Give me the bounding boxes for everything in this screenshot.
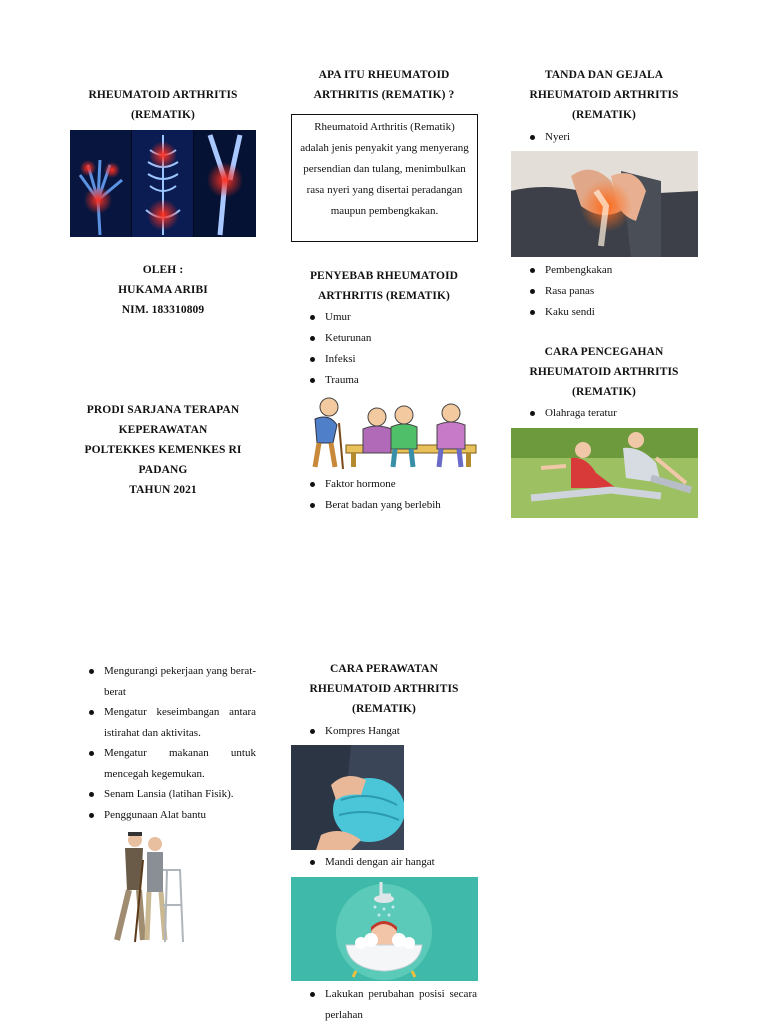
care-list-b: [291, 852, 477, 873]
exercise-image: [511, 428, 698, 518]
list-item: Kaku sendi: [511, 302, 697, 323]
symptoms-list-b: [511, 260, 697, 323]
author-info: OLEH : HUKAMA ARIBI NIM. 183310809: [118, 264, 208, 316]
definition-text: Rheumatoid Arthritis (Rematik) adalah jenis penyakit yang menyerang persendian dan tulang, menimbulkan rasa nyeri yang disertai peradangan maupun pembengkakan.: [300, 121, 469, 217]
elderly-group-image: [291, 393, 478, 473]
care-list-c: [291, 984, 477, 1025]
list-item: Olahraga teratur: [511, 403, 697, 424]
list-item: Infeksi: [291, 349, 477, 370]
prevention-list-a: [511, 403, 697, 424]
causes-list-b: [291, 474, 477, 516]
care-list-a: [291, 721, 477, 742]
care-heading: CARA PERAWATAN RHEUMATOID ARTHRITIS (REMATIK): [309, 663, 459, 715]
knee-pain-image: [511, 151, 698, 257]
institution-info: PRODI SARJANA TERAPAN KEPERAWATAN POLTEKKES KEMENKES RI PADANG TAHUN 2021: [84, 404, 242, 496]
symptoms-heading: TANDA DAN GEJALA RHEUMATOID ARTHRITIS (REMATIK): [529, 69, 679, 121]
warm-bath-image: [291, 877, 478, 981]
list-item: Mengatur keseimbangan antara istirahat dan aktivitas.: [70, 702, 256, 743]
cover-title: RHEUMATOID ARTHRITIS (REMATIK): [88, 89, 238, 121]
list-item: Mengurangi pekerjaan yang berat-berat: [70, 661, 256, 702]
list-item: Senam Lansia (latihan Fisik).: [70, 784, 256, 805]
prevention-heading: CARA PENCEGAHAN RHEUMATOID ARTHRITIS (REMATIK): [529, 346, 679, 398]
skeleton-joints-image: [70, 130, 256, 237]
list-item: Penggunaan Alat bantu: [70, 805, 256, 826]
symptoms-list-a: [511, 127, 697, 148]
warm-compress-image: [291, 745, 404, 850]
list-item: Nyeri: [511, 127, 697, 148]
causes-list-a: [291, 307, 477, 391]
list-item: Keturunan: [291, 328, 477, 349]
list-item: Kompres Hangat: [291, 721, 477, 742]
prevention-list-b: [70, 661, 256, 825]
list-item: Mengatur makanan untuk mencegah kegemukan.: [70, 743, 256, 784]
list-item: Pembengkakan: [511, 260, 697, 281]
causes-heading: PENYEBAB RHEUMATOID ARTHRITIS (REMATIK): [309, 270, 459, 302]
list-item: Rasa panas: [511, 281, 697, 302]
definition-heading: APA ITU RHEUMATOID ARTHRITIS (REMATIK) ?: [313, 69, 455, 101]
list-item: Lakukan perubahan posisi secara perlahan: [291, 984, 477, 1025]
list-item: Faktor hormone: [291, 474, 477, 495]
list-item: Mandi dengan air hangat: [291, 852, 477, 873]
list-item: Trauma: [291, 370, 477, 391]
list-item: Berat badan yang berlebih: [291, 495, 477, 516]
definition-box: [291, 114, 478, 242]
walking-aid-image: [95, 830, 235, 950]
list-item: Umur: [291, 307, 477, 328]
